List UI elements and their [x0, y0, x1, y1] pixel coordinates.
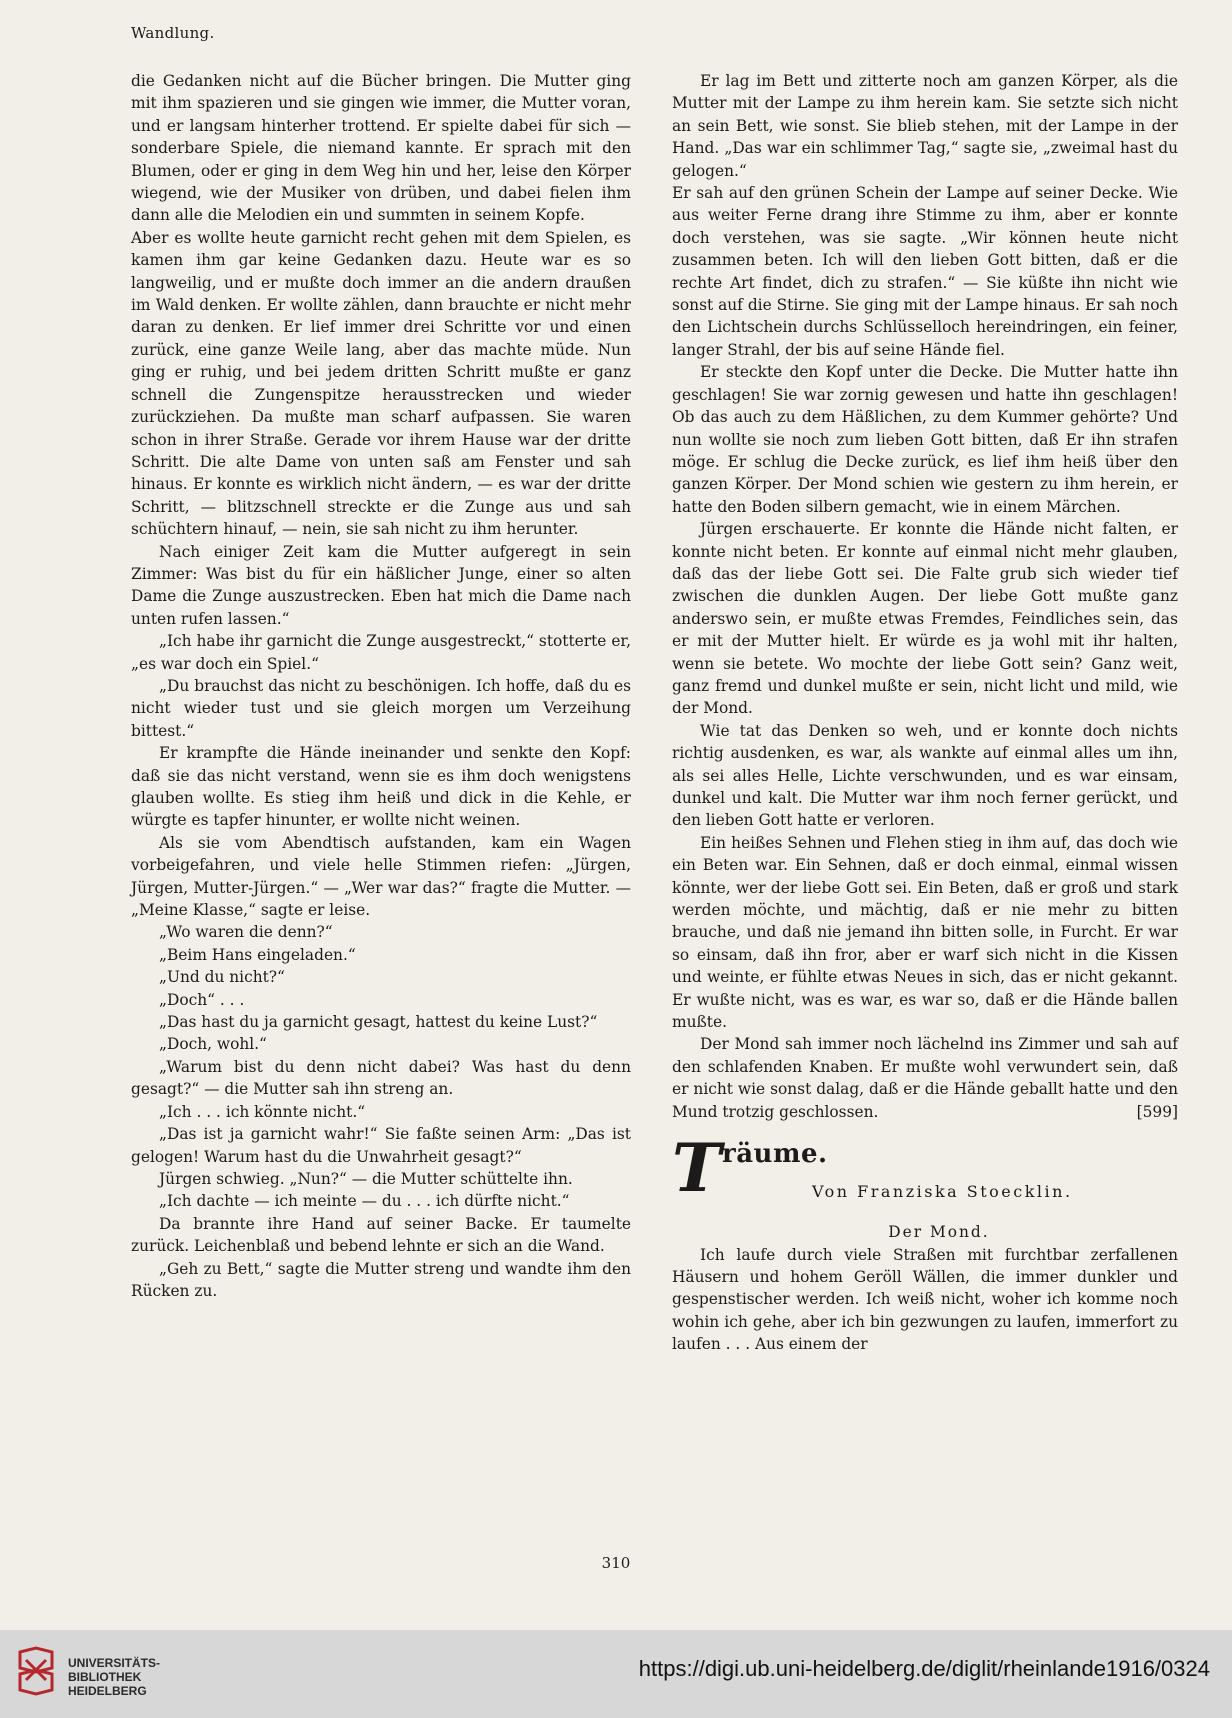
paragraph: „Ich habe ihr garnicht die Zunge ausgestreckt,“ stotterte er, „es war doch ein Spiel.“ — [131, 632, 631, 673]
paragraph: die Gedanken nicht auf die Bücher bringen. Die Mutter ging mit ihm spazieren und sie gingen wie immer, die Mutter voran, und er langsam hinterher trottend. Er spielte dabei für sich — sonderbare Spiele, die niemand kannte. Er sprach mit den Blumen, oder er ging in dem Weg hin und her, leise den Körper wiegend, wie der Musiker von drüben, und dabei fielen ihm dann alle die Melodien ein und summten in seinem Kopfe. — [131, 72, 631, 225]
running-head: Wandlung. — [131, 24, 215, 42]
paragraph: „Wo waren die denn?“ — [159, 923, 333, 942]
paragraph: Jürgen schwieg. „Nun?“ — die Mutter schüttelte ihn. — [159, 1169, 573, 1188]
paragraph: Er krampfte die Hände ineinander und senkte den Kopf: daß sie das nicht verstand, wenn sie es ihm doch wenigstens glauben wollte. Es stieg ihm heiß und dick in die Kehle, er würgte es tapfer hinunter, er wollte nicht weinen. — [131, 744, 631, 830]
article-byline: Von Franziska Stoecklin. — [812, 1182, 1073, 1202]
paragraph: „Du brauchst das nicht zu beschönigen. Ich hoffe, daß du es nicht wieder tust und sie gleich morgen um Verzeihung bittest.“ — [131, 676, 631, 740]
paragraph: „Das ist ja garnicht wahr!“ Sie faßte seinen Arm: „Das ist gelogen! Warum hast du die Unwahrheit gesagt?“ — [131, 1125, 631, 1166]
end-mark: [599] — [1136, 1102, 1178, 1121]
section-title: Der Mond. — [888, 1223, 990, 1242]
paragraph: „Doch, wohl.“ — [159, 1035, 267, 1054]
paragraph: Jürgen erschauerte. Er konnte die Hände nicht falten, er konnte nicht beten. Er konnte auf einmal nicht mehr glauben, daß das der liebe Gott sei. Die Falte grub sich wieder tief zwischen die dunklen Augen. Der liebe Gott mußte ganz anderswo sein, er mußte etwas Fremdes, Feindliches sein, das er mit der Mutter hielt. Er würde es ja wohl mit ihr halten, wenn sie betete. Wo mochte der liebe Gott sein? Ganz weit, ganz fremd und dunkel mußte er sein, nicht licht und mild, wie der Mond. — [672, 520, 1178, 718]
permalink-url[interactable]: https://digi.ub.uni-heidelberg.de/diglit/rheinlande1916/0324 — [638, 1656, 1210, 1681]
paragraph: Er sah auf den grünen Schein der Lampe auf seiner Decke. Wie aus weiter Ferne drang ihre Stimme zu ihm, aber er konnte doch verstehen, was sie sagte. „Wir können heute nicht zusammen beten. Ich will den lieben Gott bitten, daß er die rechte Art findet, dich zu strafen.“ — Sie küßte ihn nicht wie sonst auf die Stirne. Sie ging mit der Lampe hinaus. Er sah noch den Lichtschein durchs Schlüsselloch hereindringen, ein feiner, langer Strahl, der bis auf seine Hände fiel. — [672, 184, 1178, 359]
library-logo-icon — [16, 1646, 56, 1700]
paragraph: Wie tat das Denken so weh, und er konnte doch nichts richtig ausdenken, es war, als wankte auf einmal alles um ihn, als sei alles Helle, Lichte verschwunden, und es war einsam, dunkel und kalt. Die Mutter war ihm noch ferner gerückt, und den lieben Gott hatte er verloren. — [672, 721, 1178, 830]
article-heading — [672, 1129, 1178, 1217]
paragraph: Er lag im Bett und zitterte noch am ganzen Körper, als die Mutter mit der Lampe zu ihm herein kam. Sie setzte sich nicht an sein Bett, wie sonst. Sie blieb stehen, mit der Lampe in der Hand. „Das war ein schlimmer Tag,“ sagte sie, „zweimal hast du gelogen.“ — [672, 72, 1178, 180]
paragraph: Als sie vom Abendtisch aufstanden, kam ein Wagen vorbeigefahren, und viele helle Stimmen riefen: „Jürgen, Jürgen, Mutter-Jürgen.“ — „Wer war das?“ fragte die Mutter. — „Meine Klasse,“ sagte er leise. — [131, 833, 631, 920]
left-column — [131, 70, 631, 1302]
paragraph: „Doch“ . . . — [159, 990, 245, 1009]
article-title: räume. — [722, 1139, 828, 1170]
paragraph: Da brannte ihre Hand auf seiner Backe. Er taumelte zurück. Leichenblaß und bebend lehnte er sich an die Wand. — [131, 1214, 631, 1256]
paragraph: Aber es wollte heute garnicht recht gehen mit dem Spielen, es kamen ihm gar keine Gedanken dazu. Heute war es so langweilig, und er mußte doch immer an die andern draußen im Wald denken. Er wollte zählen, dann brauchte er nicht mehr daran zu denken. Er lief immer drei Schritte vor und einen zurück, eine ganze Weile lang, aber das machte müde. Nun ging er ruhig, und bei jedem dritten Schritt mußte er ganz schnell die Zungenspitze herausstrecken und wieder zurückziehen. Da mußte man scharf aufpassen. Sie waren schon in ihrer Straße. Gerade vor ihrem Hause war der dritte Schritt. Die alte Dame von unten saß am Fenster und sah hinaus. Er konnte es wirklich nicht ändern, — es war der dritte Schritt, — blitzschnell streckte er die Zunge aus und sah schüchtern hinauf, — nein, sie sah nicht zu ihm herunter. — [131, 228, 631, 539]
paragraph: „Ich . . . ich könnte nicht.“ — [159, 1102, 366, 1121]
library-name — [68, 1656, 160, 1698]
paragraph: Der Mond sah immer noch lächelnd ins Zimmer und sah auf den schlafenden Knaben. Er mußte wohl verwundert sein, daß er nicht wie sonst dalag, daß er die Hände geballt hatte und den Mund trotzig geschlossen. [599] — [672, 1033, 1178, 1123]
article-paragraph: Ich laufe durch viele Straßen mit furchtbar zerfallenen Häusern und hohem Geröll Wällen, die immer dunkler und gespenstischer werden. Ich weiß nicht, woher ich komme noch wohin ich gehe, aber ich bin gezwungen zu laufen, immerfort zu laufen . . . Aus einem der — [672, 1245, 1178, 1354]
paragraph: „Warum bist du denn nicht dabei? Was hast du denn gesagt?“ — die Mutter sah ihn streng an. — [131, 1057, 631, 1099]
library-name-line: BIBLIOTHEK — [68, 1670, 142, 1684]
paragraph: „Das hast du ja garnicht gesagt, hattest du keine Lust?“ — [159, 1013, 598, 1032]
paragraph: „Ich dachte — ich meinte — du . . . ich dürfte nicht.“ — [159, 1192, 570, 1211]
paragraph: Nach einiger Zeit kam die Mutter aufgeregt in sein Zimmer: Was bist du für ein häßlicher Junge, einer so alten Dame die Zunge auszustrecken. Eben hat mich die Dame nach unten rufen lassen.“ — [131, 542, 631, 628]
page-number: 310 — [601, 1554, 631, 1572]
paragraph: Ein heißes Sehnen und Flehen stieg in ihm auf, das doch wie ein Beten war. Ein Sehnen, daß er doch einmal, einmal wissen könnte, wer der liebe Gott sei. Ein Beten, daß er groß und stark werden möchte, und mächtig, daß er nie mehr zu bitten brauche, und daß nie jemand ihn bitten solle, in Furcht. Er war so einsam, daß ihn fror, aber er warf sich nicht in die Kissen und weinte, er fühlte etwas Neues in sich, das er nicht gekannt. Er wußte nicht, was es war, es war so, daß er die Hände ballen mußte. — [672, 833, 1178, 1032]
viewer-footer — [0, 1630, 1232, 1718]
right-column-paragraphs — [672, 70, 1178, 1123]
paragraph: Er steckte den Kopf unter die Decke. Die Mutter hatte ihn geschlagen! Sie war zornig gewesen und hatte ihn geschlagen! Ob das auch zu dem Häßlichen, zu dem Kummer gehörte? Und nun wollte sie noch zum lieben Gott bitten, daß Er ihn strafen möge. Er schlug die Decke zurück, es lief ihm heiß über den ganzen Körper. Der Mond schien wie gestern zu ihm herein, er hatte den Boden silbern gemacht, wie in einem Märchen. — [672, 363, 1178, 516]
library-name-line: HEIDELBERG — [68, 1684, 147, 1698]
paragraph: „Geh zu Bett,“ sagte die Mutter streng und wandte ihm den Rücken zu. — [131, 1259, 631, 1300]
right-column — [672, 70, 1178, 1356]
paragraph: „Und du nicht?“ — [159, 968, 285, 987]
paragraph: „Beim Hans eingeladen.“ — [159, 945, 356, 964]
library-name-line: UNIVERSITÄTS- — [68, 1656, 161, 1670]
title-dropcap: T — [672, 1129, 722, 1208]
